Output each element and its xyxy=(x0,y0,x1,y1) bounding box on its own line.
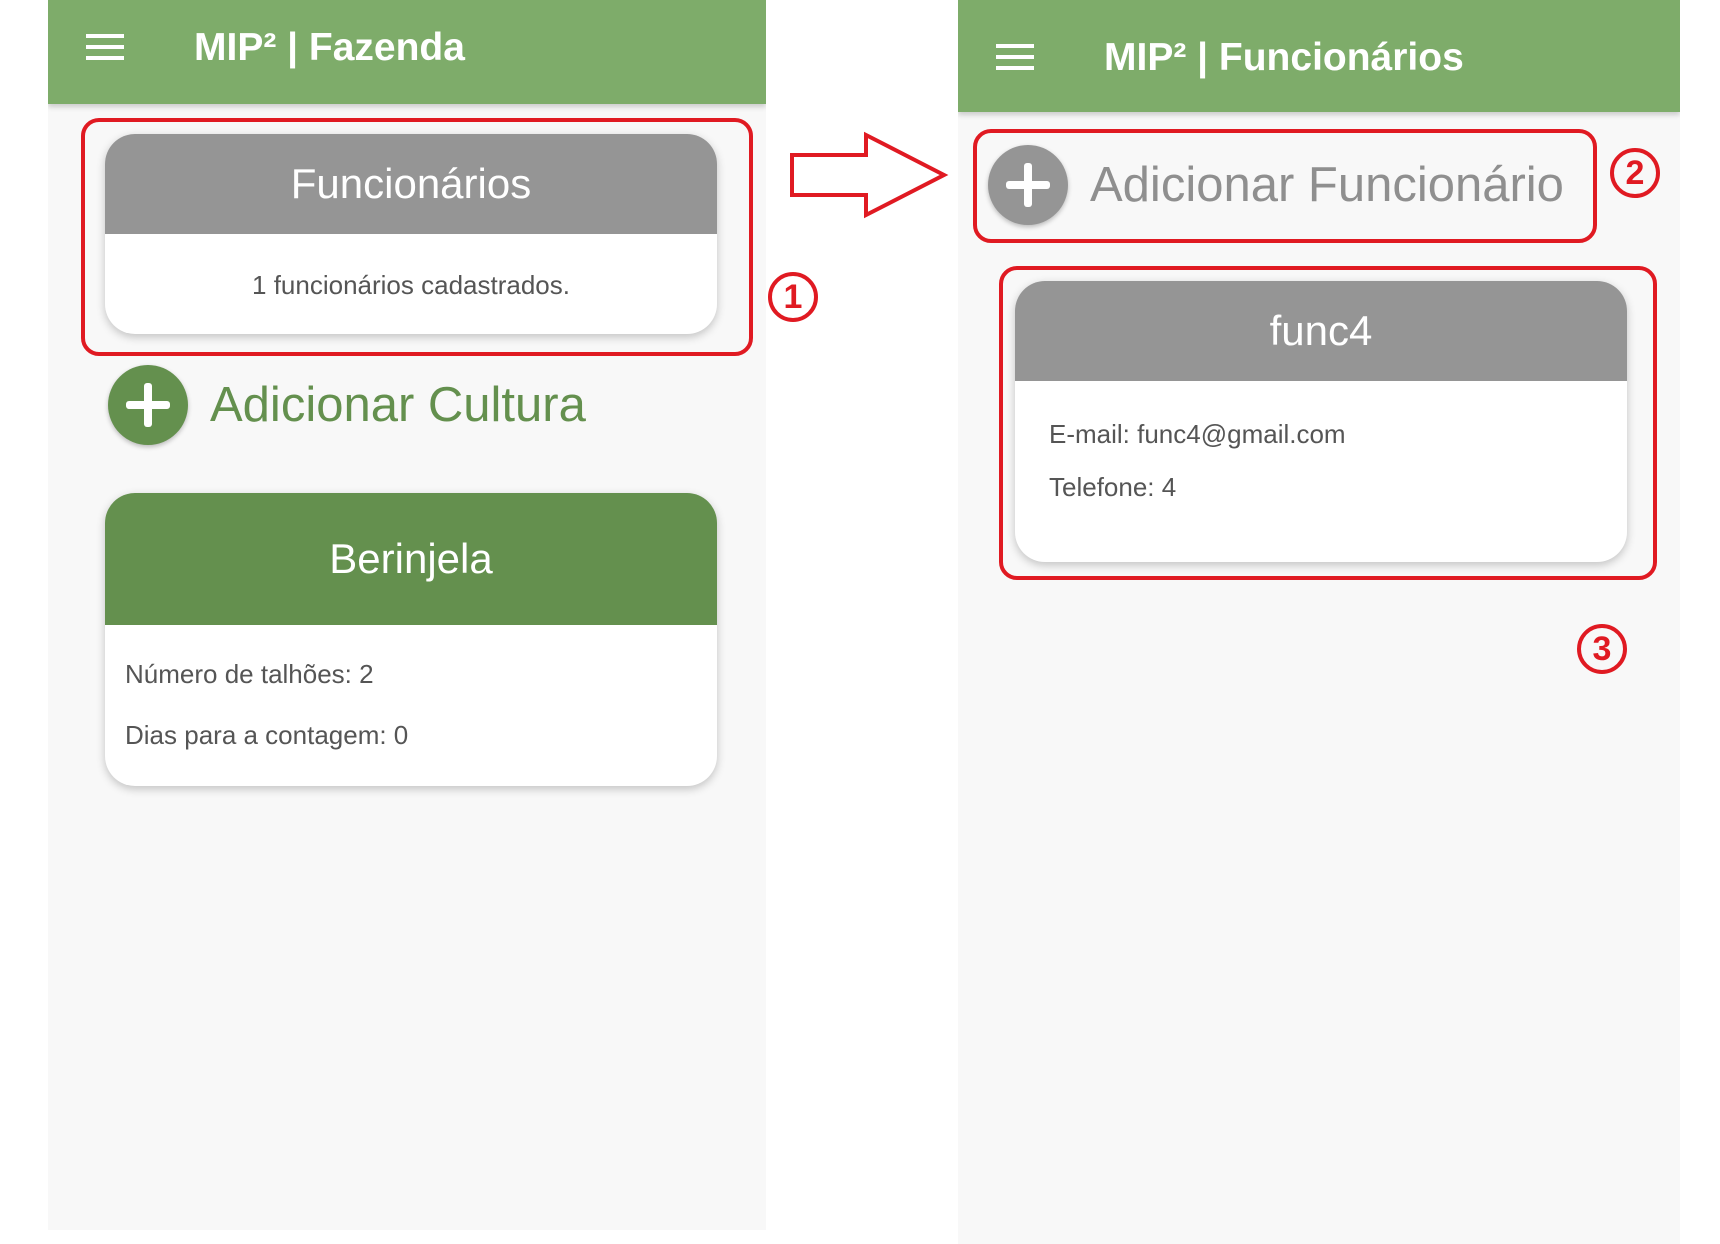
employee-count-text: 1 funcionários cadastrados. xyxy=(252,270,570,300)
plus-circle-icon xyxy=(988,145,1068,225)
employee-name: func4 xyxy=(1015,281,1627,381)
step-marker-3: 3 xyxy=(1577,624,1627,674)
step-marker-2: 2 xyxy=(1610,148,1660,198)
dias-contagem-text: Dias para a contagem: 0 xyxy=(125,720,409,750)
plus-circle-icon xyxy=(108,365,188,445)
app-title: MIP² | Funcionários xyxy=(1104,36,1464,79)
add-cultura-button[interactable] xyxy=(108,364,586,446)
card-title: Funcionários xyxy=(105,134,717,234)
screen-funcionarios xyxy=(958,0,1680,1244)
arrow-right-icon xyxy=(792,135,944,215)
app-title: MIP² | Fazenda xyxy=(194,26,465,69)
app-bar xyxy=(48,0,766,104)
talhoes-text: Número de talhões: 2 xyxy=(125,659,374,689)
menu-icon[interactable] xyxy=(996,44,1034,72)
employee-email: E-mail: func4@gmail.com xyxy=(1049,419,1346,449)
add-funcionario-button[interactable] xyxy=(988,144,1564,226)
employee-phone: Telefone: 4 xyxy=(1049,472,1177,502)
card-title: Berinjela xyxy=(105,493,717,625)
crop-card[interactable] xyxy=(105,493,717,786)
screen-fazenda xyxy=(48,0,766,1230)
funcionarios-card[interactable] xyxy=(105,134,717,334)
add-funcionario-label: Adicionar Funcionário xyxy=(1090,158,1564,212)
add-cultura-label: Adicionar Cultura xyxy=(210,378,586,432)
employee-card[interactable] xyxy=(1015,281,1627,562)
menu-icon[interactable] xyxy=(86,34,124,62)
app-bar xyxy=(958,0,1680,112)
step-marker-1: 1 xyxy=(768,272,818,322)
